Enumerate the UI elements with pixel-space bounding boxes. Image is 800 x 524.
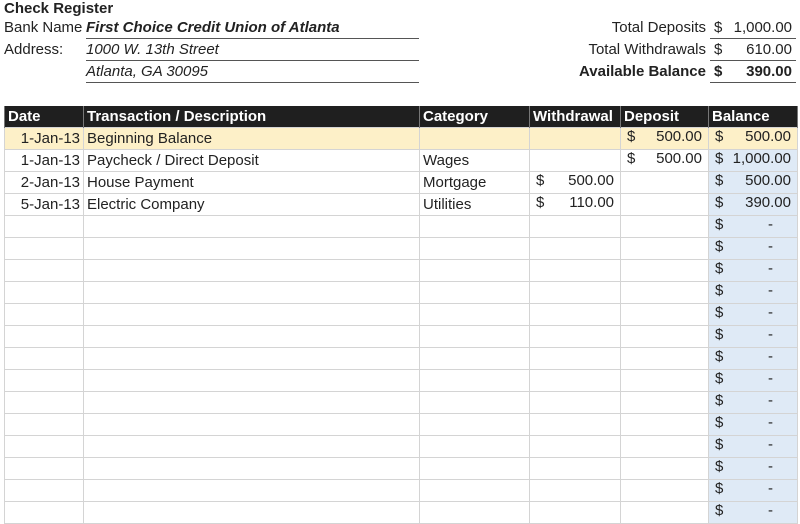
category-cell[interactable] bbox=[420, 348, 530, 370]
column-header-withdrawal[interactable]: Withdrawal bbox=[530, 106, 621, 128]
table-row bbox=[5, 480, 798, 502]
date-cell[interactable] bbox=[5, 370, 84, 392]
currency-symbol: $ bbox=[627, 150, 636, 167]
balance-cell bbox=[709, 304, 798, 326]
category-cell[interactable] bbox=[420, 128, 530, 150]
deposit-cell[interactable] bbox=[621, 216, 709, 238]
deposit-cell[interactable] bbox=[621, 370, 709, 392]
table-row bbox=[5, 216, 798, 238]
description-cell[interactable] bbox=[84, 370, 420, 392]
column-header-description[interactable]: Transaction / Description bbox=[84, 106, 420, 128]
total-deposits-label: Total Deposits bbox=[611, 19, 706, 36]
table-row bbox=[5, 392, 798, 414]
description-cell[interactable]: House Payment bbox=[84, 172, 420, 194]
amount: 500.00 bbox=[656, 128, 702, 145]
date-cell[interactable] bbox=[5, 502, 84, 524]
page-title: Check Register bbox=[4, 0, 114, 17]
category-cell[interactable] bbox=[420, 304, 530, 326]
category-cell[interactable] bbox=[420, 458, 530, 480]
currency-symbol: $ bbox=[536, 194, 545, 211]
total-withdrawals-value bbox=[710, 41, 796, 61]
deposit-cell[interactable] bbox=[621, 480, 709, 502]
date-cell[interactable]: 2-Jan-13 bbox=[5, 172, 84, 194]
currency-symbol: $ bbox=[715, 326, 724, 343]
category-cell[interactable] bbox=[420, 502, 530, 524]
date-cell[interactable]: 1-Jan-13 bbox=[5, 128, 84, 150]
address-label: Address: bbox=[4, 41, 64, 58]
amount: - bbox=[768, 216, 773, 233]
description-cell[interactable] bbox=[84, 326, 420, 348]
currency-symbol: $ bbox=[714, 19, 723, 36]
table-row bbox=[5, 150, 798, 172]
deposit-cell[interactable] bbox=[621, 128, 709, 150]
deposit-cell[interactable] bbox=[621, 238, 709, 260]
withdrawal-cell[interactable] bbox=[530, 238, 621, 260]
balance-cell bbox=[709, 282, 798, 304]
available-balance-value bbox=[710, 63, 796, 83]
currency-symbol: $ bbox=[715, 458, 724, 475]
category-cell[interactable] bbox=[420, 414, 530, 436]
deposit-cell[interactable] bbox=[621, 150, 709, 172]
deposit-cell[interactable] bbox=[621, 458, 709, 480]
deposit-cell[interactable] bbox=[621, 348, 709, 370]
balance-cell bbox=[709, 414, 798, 436]
currency-symbol: $ bbox=[627, 128, 636, 145]
deposit-cell[interactable] bbox=[621, 436, 709, 458]
withdrawal-cell[interactable] bbox=[530, 304, 621, 326]
deposit-cell[interactable] bbox=[621, 194, 709, 216]
withdrawal-cell[interactable] bbox=[530, 150, 621, 172]
date-cell[interactable] bbox=[5, 392, 84, 414]
balance-cell bbox=[709, 150, 798, 172]
balance-cell bbox=[709, 370, 798, 392]
deposit-cell[interactable] bbox=[621, 282, 709, 304]
category-cell[interactable] bbox=[420, 480, 530, 502]
date-cell[interactable] bbox=[5, 282, 84, 304]
currency-symbol: $ bbox=[715, 480, 724, 497]
address-line2-field[interactable]: Atlanta, GA 30095 bbox=[86, 63, 419, 83]
currency-symbol: $ bbox=[715, 194, 724, 211]
amount: - bbox=[768, 326, 773, 343]
date-cell[interactable] bbox=[5, 414, 84, 436]
currency-symbol: $ bbox=[715, 150, 724, 167]
table-row bbox=[5, 282, 798, 304]
description-cell[interactable] bbox=[84, 238, 420, 260]
balance-cell bbox=[709, 480, 798, 502]
amount: 500.00 bbox=[745, 128, 791, 145]
amount: 1,000.00 bbox=[732, 150, 791, 167]
category-cell[interactable] bbox=[420, 370, 530, 392]
currency-symbol: $ bbox=[715, 238, 724, 255]
bank-name-label: Bank Name bbox=[4, 19, 83, 36]
table-row bbox=[5, 304, 798, 326]
category-cell[interactable] bbox=[420, 326, 530, 348]
deposit-cell[interactable] bbox=[621, 172, 709, 194]
amount: 500.00 bbox=[568, 172, 614, 189]
withdrawal-cell[interactable] bbox=[530, 194, 621, 216]
withdrawal-cell[interactable] bbox=[530, 502, 621, 524]
total-deposits-value bbox=[710, 19, 796, 39]
amount: - bbox=[768, 480, 773, 497]
balance-cell bbox=[709, 458, 798, 480]
amount: 500.00 bbox=[745, 172, 791, 189]
register-table bbox=[4, 106, 798, 524]
description-cell[interactable] bbox=[84, 282, 420, 304]
withdrawal-cell[interactable] bbox=[530, 216, 621, 238]
column-header-date[interactable]: Date bbox=[5, 106, 84, 128]
category-cell[interactable] bbox=[420, 260, 530, 282]
deposit-cell[interactable] bbox=[621, 502, 709, 524]
withdrawal-cell[interactable] bbox=[530, 282, 621, 304]
currency-symbol: $ bbox=[715, 502, 724, 519]
currency-symbol: $ bbox=[715, 282, 724, 299]
currency-symbol: $ bbox=[715, 260, 724, 277]
currency-symbol: $ bbox=[715, 414, 724, 431]
header-row bbox=[5, 106, 798, 128]
category-cell[interactable] bbox=[420, 216, 530, 238]
withdrawal-cell[interactable] bbox=[530, 260, 621, 282]
column-header-balance[interactable]: Balance bbox=[709, 106, 798, 128]
category-cell[interactable] bbox=[420, 282, 530, 304]
balance-cell bbox=[709, 238, 798, 260]
table-row bbox=[5, 326, 798, 348]
withdrawal-cell[interactable] bbox=[530, 414, 621, 436]
amount: 500.00 bbox=[656, 150, 702, 167]
balance-cell bbox=[709, 260, 798, 282]
withdrawal-cell[interactable] bbox=[530, 348, 621, 370]
date-cell[interactable] bbox=[5, 348, 84, 370]
balance-cell bbox=[709, 348, 798, 370]
description-cell[interactable] bbox=[84, 216, 420, 238]
description-cell[interactable] bbox=[84, 458, 420, 480]
deposit-cell[interactable] bbox=[621, 304, 709, 326]
date-cell[interactable] bbox=[5, 260, 84, 282]
date-cell[interactable] bbox=[5, 304, 84, 326]
deposit-cell[interactable] bbox=[621, 392, 709, 414]
balance-cell bbox=[709, 128, 798, 150]
balance-cell bbox=[709, 392, 798, 414]
available-balance-label: Available Balance bbox=[578, 63, 706, 80]
category-cell[interactable]: Utilities bbox=[420, 194, 530, 216]
table-row bbox=[5, 458, 798, 480]
description-cell[interactable] bbox=[84, 502, 420, 524]
balance-cell bbox=[709, 216, 798, 238]
total-withdrawals-label: Total Withdrawals bbox=[588, 41, 706, 58]
description-cell[interactable] bbox=[84, 436, 420, 458]
currency-symbol: $ bbox=[715, 304, 724, 321]
deposit-cell[interactable] bbox=[621, 414, 709, 436]
table-row bbox=[5, 370, 798, 392]
category-cell[interactable] bbox=[420, 238, 530, 260]
withdrawal-cell[interactable] bbox=[530, 172, 621, 194]
amount: - bbox=[768, 348, 773, 365]
amount: 390.00 bbox=[746, 63, 792, 80]
amount: - bbox=[768, 414, 773, 431]
description-cell[interactable]: Electric Company bbox=[84, 194, 420, 216]
date-cell[interactable]: 1-Jan-13 bbox=[5, 150, 84, 172]
date-cell[interactable]: 5-Jan-13 bbox=[5, 194, 84, 216]
amount: - bbox=[768, 392, 773, 409]
category-cell[interactable] bbox=[420, 436, 530, 458]
withdrawal-cell[interactable] bbox=[530, 436, 621, 458]
withdrawal-cell[interactable] bbox=[530, 392, 621, 414]
balance-cell bbox=[709, 172, 798, 194]
amount: - bbox=[768, 436, 773, 453]
withdrawal-cell[interactable] bbox=[530, 326, 621, 348]
amount: 110.00 bbox=[569, 194, 614, 211]
balance-cell bbox=[709, 326, 798, 348]
currency-symbol: $ bbox=[714, 41, 723, 58]
category-cell[interactable]: Wages bbox=[420, 150, 530, 172]
balance-cell bbox=[709, 502, 798, 524]
withdrawal-cell[interactable] bbox=[530, 480, 621, 502]
address-line1-field[interactable]: 1000 W. 13th Street bbox=[86, 41, 419, 61]
category-cell[interactable] bbox=[420, 392, 530, 414]
description-cell[interactable] bbox=[84, 392, 420, 414]
currency-symbol: $ bbox=[536, 172, 545, 189]
description-cell[interactable]: Beginning Balance bbox=[84, 128, 420, 150]
table-row bbox=[5, 348, 798, 370]
currency-symbol: $ bbox=[715, 436, 724, 453]
balance-cell bbox=[709, 194, 798, 216]
description-cell[interactable] bbox=[84, 304, 420, 326]
category-cell[interactable]: Mortgage bbox=[420, 172, 530, 194]
bank-name-field[interactable]: First Choice Credit Union of Atlanta bbox=[86, 19, 419, 39]
currency-symbol: $ bbox=[715, 392, 724, 409]
table-row bbox=[5, 238, 798, 260]
table-row bbox=[5, 502, 798, 524]
table-row bbox=[5, 260, 798, 282]
amount: - bbox=[768, 282, 773, 299]
date-cell[interactable] bbox=[5, 480, 84, 502]
deposit-cell[interactable] bbox=[621, 260, 709, 282]
table-row bbox=[5, 194, 798, 216]
withdrawal-cell[interactable] bbox=[530, 128, 621, 150]
amount: - bbox=[768, 458, 773, 475]
column-header-category[interactable]: Category bbox=[420, 106, 530, 128]
currency-symbol: $ bbox=[714, 63, 723, 80]
description-cell[interactable] bbox=[84, 260, 420, 282]
amount: - bbox=[768, 260, 773, 277]
amount: 390.00 bbox=[745, 194, 791, 211]
amount: - bbox=[768, 304, 773, 321]
amount: - bbox=[768, 370, 773, 387]
amount: - bbox=[768, 502, 773, 519]
table-row bbox=[5, 414, 798, 436]
currency-symbol: $ bbox=[715, 128, 724, 145]
description-cell[interactable]: Paycheck / Direct Deposit bbox=[84, 150, 420, 172]
currency-symbol: $ bbox=[715, 216, 724, 233]
withdrawal-cell[interactable] bbox=[530, 370, 621, 392]
deposit-cell[interactable] bbox=[621, 326, 709, 348]
amount: 1,000.00 bbox=[733, 19, 792, 36]
amount: - bbox=[768, 238, 773, 255]
description-cell[interactable] bbox=[84, 414, 420, 436]
date-cell[interactable] bbox=[5, 458, 84, 480]
table-row bbox=[5, 128, 798, 150]
date-cell[interactable] bbox=[5, 238, 84, 260]
table-row bbox=[5, 172, 798, 194]
table-row bbox=[5, 436, 798, 458]
currency-symbol: $ bbox=[715, 370, 724, 387]
balance-cell bbox=[709, 436, 798, 458]
amount: 610.00 bbox=[746, 41, 792, 58]
withdrawal-cell[interactable] bbox=[530, 458, 621, 480]
column-header-deposit[interactable]: Deposit bbox=[621, 106, 709, 128]
description-cell[interactable] bbox=[84, 480, 420, 502]
date-cell[interactable] bbox=[5, 436, 84, 458]
date-cell[interactable] bbox=[5, 216, 84, 238]
currency-symbol: $ bbox=[715, 172, 724, 189]
description-cell[interactable] bbox=[84, 348, 420, 370]
date-cell[interactable] bbox=[5, 326, 84, 348]
currency-symbol: $ bbox=[715, 348, 724, 365]
